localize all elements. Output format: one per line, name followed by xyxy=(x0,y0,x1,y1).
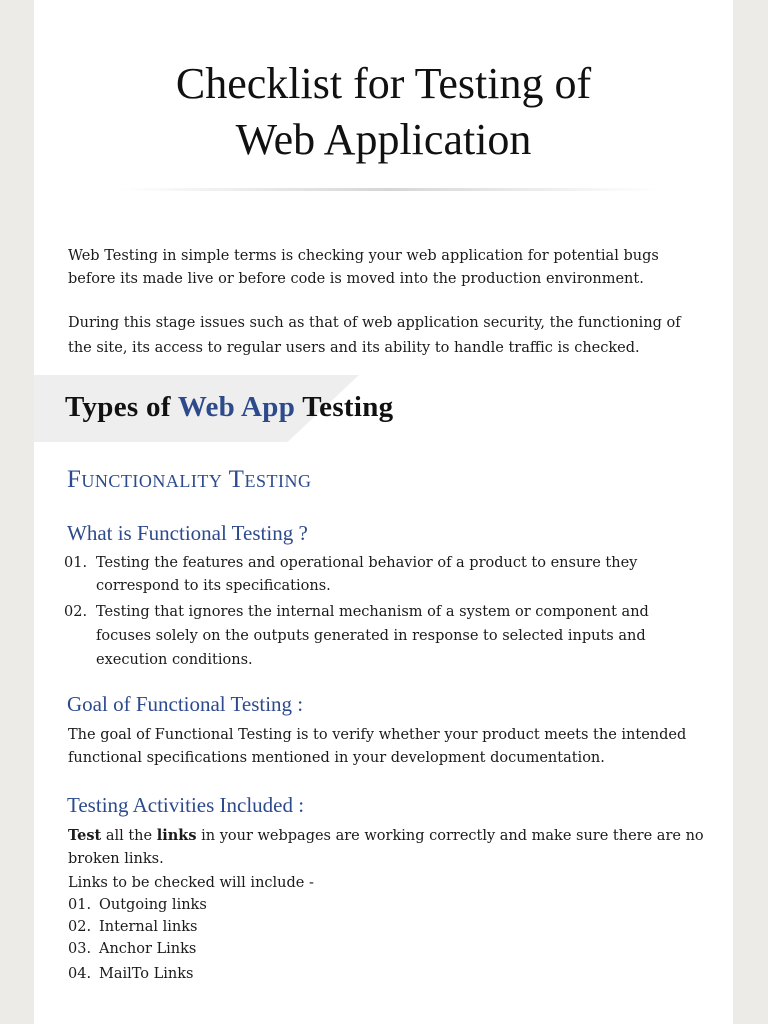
banner-heading xyxy=(65,385,393,429)
list-item-number: 01. xyxy=(64,555,88,571)
list-item xyxy=(68,938,368,960)
list-item-text: Outgoing links xyxy=(99,897,207,913)
document-page xyxy=(34,0,733,1024)
links-intro: Links to be checked will include - xyxy=(68,875,314,891)
lead-mid: all the xyxy=(101,828,157,844)
banner-text-pre: Types of xyxy=(65,391,178,423)
list-item xyxy=(68,963,368,985)
list-item xyxy=(64,552,704,598)
list-item-text: Testing the features and operational behavior of a product to ensure they correspond to its specifications. xyxy=(96,555,638,594)
intro-paragraph-1: Web Testing in simple terms is checking your web application for potential bugs before its made live or before code is moved into the production environment. xyxy=(68,248,659,287)
list-item-text: Anchor Links xyxy=(99,941,197,957)
intro-paragraph-2: During this stage issues such as that of web application security, the functioning of the site, its access to regular users and its ability to handle traffic is checked. xyxy=(68,315,681,356)
activities-heading: Testing Activities Included : xyxy=(67,793,305,817)
list-item-number: 01. xyxy=(68,897,92,913)
what-is-list xyxy=(64,552,704,674)
list-item-text: Internal links xyxy=(99,919,198,935)
goal-text: The goal of Functional Testing is to verify whether your product meets the intended functional specifications mentioned in your development documentation. xyxy=(68,727,687,766)
list-item-number: 04. xyxy=(68,966,92,982)
goal-heading: Goal of Functional Testing : xyxy=(67,692,304,716)
lead-bold-links: links xyxy=(156,827,197,844)
list-item xyxy=(64,600,704,672)
title-line-2: Web Application xyxy=(235,115,532,164)
section-title: Functionality Testing xyxy=(67,466,312,493)
list-item-text: Testing that ignores the internal mechanism of a system or component and focuses solely on the outputs generated in response to selected inputs and execution conditions. xyxy=(96,604,649,668)
list-item xyxy=(68,894,368,916)
list-item xyxy=(68,916,368,938)
lead-bold-test: Test xyxy=(68,827,102,844)
list-item-number: 03. xyxy=(68,941,92,957)
list-item-number: 02. xyxy=(68,919,92,935)
title-line-1: Checklist for Testing of xyxy=(175,59,592,108)
page-title xyxy=(34,56,733,168)
banner-text-accent: Web App xyxy=(177,391,296,423)
list-item-number: 02. xyxy=(64,604,88,620)
list-item-text: MailTo Links xyxy=(99,966,194,982)
banner-text-post: Testing xyxy=(295,391,394,423)
lead-rest: in your webpages are working correctly and make sure there are no broken links. xyxy=(68,828,704,867)
activities-lead xyxy=(68,824,708,871)
links-list xyxy=(68,894,368,985)
what-is-heading: What is Functional Testing ? xyxy=(67,521,308,545)
title-divider xyxy=(119,188,659,191)
